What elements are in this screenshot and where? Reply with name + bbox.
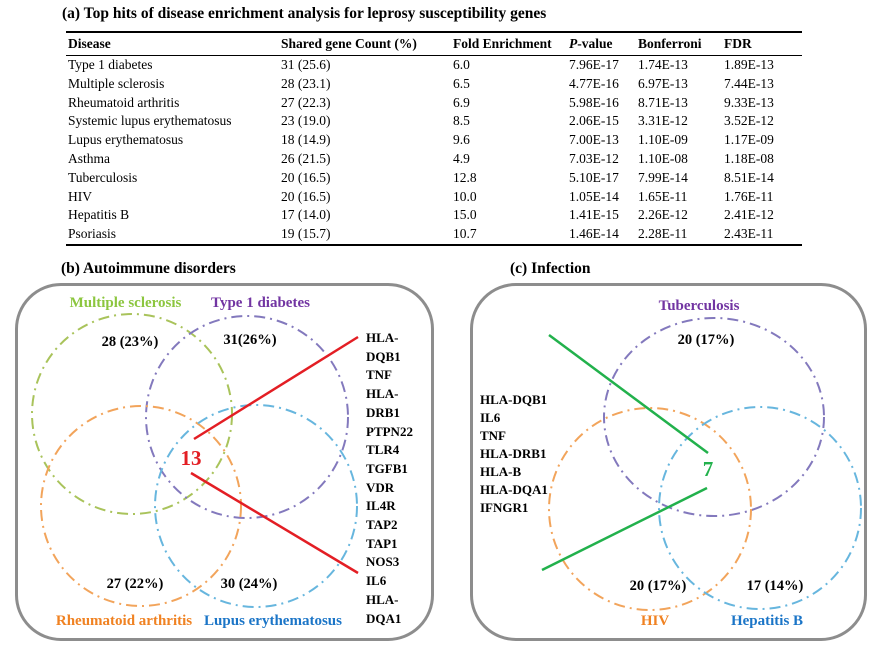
table-cell: 1.46E-14 [567, 225, 636, 245]
gene-item: HLA-DQB1 [366, 330, 401, 364]
set-label-hepatitis-b: Hepatitis B [730, 613, 804, 629]
set-label-multiple-sclerosis: Multiple sclerosis [69, 295, 182, 311]
col-header-fold-enrichment: Fold Enrichment [451, 32, 567, 56]
table-cell: 7.44E-13 [724, 75, 774, 91]
table-row [66, 150, 802, 169]
gene-item: IL6 [480, 410, 501, 425]
table-cell: 20 (16.5) [281, 169, 331, 185]
set-count-tuberculosis: 20 (17%) [677, 332, 735, 348]
set-count-lupus-erythematosus: 30 (24%) [220, 576, 278, 592]
table-cell: 1.05E-14 [569, 188, 619, 204]
table-cell: 4.9 [453, 150, 470, 166]
table-cell: 1.10E-09 [638, 132, 688, 148]
table-row [66, 169, 802, 188]
col-header-bonferroni: Bonferroni [636, 32, 722, 56]
panel-b-venn-box [15, 283, 434, 641]
table-cell: HIV [68, 188, 92, 204]
gene-item: TLR4 [366, 442, 400, 458]
table-cell: Systemic lupus erythematosus [68, 113, 232, 129]
table-cell: 10.7 [451, 225, 567, 245]
table-cell: Asthma [68, 150, 110, 166]
gene-item: IL4R [366, 498, 396, 514]
table-cell: 20 (16.5) [281, 188, 331, 204]
table-cell: Tuberculosis [68, 169, 138, 185]
shared-gene-list-infection [480, 391, 548, 517]
gene-item: TGFB1 [366, 460, 408, 476]
table-cell: 1.74E-13 [638, 57, 688, 72]
panel-c-title: (c) Infection [510, 260, 591, 277]
set-count-rheumatoid-arthritis: 27 (22%) [106, 576, 164, 592]
enrichment-table [66, 31, 802, 246]
table-row [66, 112, 802, 131]
table-cell: 6.97E-13 [638, 75, 688, 91]
gene-item: TAP2 [366, 517, 398, 533]
table-row [66, 188, 802, 207]
table-cell: 5.10E-17 [569, 169, 619, 185]
gene-item: HLA-DQA1 [480, 482, 548, 497]
callout-line-upper [194, 337, 358, 439]
table-row [66, 225, 802, 245]
callout-line-upper [549, 335, 708, 453]
gene-item: PTPN22 [366, 423, 413, 439]
table-cell: 9.6 [453, 132, 470, 148]
gene-item: HLA-DQA1 [366, 591, 402, 626]
gene-item: HLA-DQB1 [480, 392, 548, 407]
panel-b-title: (b) Autoimmune disorders [61, 260, 236, 277]
col-header-shared-gene-count: Shared gene Count (%) [279, 32, 451, 56]
table-cell: 7.03E-12 [569, 150, 619, 166]
table-cell: 1.10E-08 [638, 150, 688, 166]
table-cell: 8.5 [453, 113, 470, 129]
set-label-hiv: HIV [640, 613, 670, 629]
table-cell: 2.41E-12 [724, 207, 774, 223]
gene-item: HLA-DRB1 [480, 446, 547, 461]
set-label-type1-diabetes: Type 1 diabetes [211, 295, 310, 311]
table-cell: 28 (23.1) [281, 75, 331, 91]
table-cell: 2.43E-11 [722, 225, 802, 245]
table-cell: 9.33E-13 [724, 94, 774, 110]
table-cell: 8.51E-14 [724, 169, 774, 185]
shared-gene-list-autoimmune [366, 329, 431, 628]
panel-a-title: (a) Top hits of disease enrichment analysis for leprosy susceptibility genes [62, 5, 547, 22]
table-cell: 7.00E-13 [569, 132, 619, 148]
table-cell: 12.8 [453, 169, 477, 185]
table-cell: 1.18E-08 [724, 150, 774, 166]
set-label-tuberculosis: Tuberculosis [658, 298, 740, 314]
set-label-lupus-erythematosus: Lupus erythematosus [204, 613, 342, 629]
table-cell: 6.5 [453, 75, 470, 91]
table-cell: 1.17E-09 [724, 132, 774, 148]
table-cell: 2.26E-12 [638, 207, 688, 223]
table-cell: 1.89E-13 [724, 57, 774, 72]
table-row [66, 206, 802, 225]
gene-item: VDR [366, 479, 395, 495]
table-cell: Rheumatoid arthritis [68, 94, 180, 110]
gene-item: IFNGR1 [480, 500, 529, 515]
callout-line-lower [191, 473, 358, 573]
table-cell: 15.0 [453, 207, 477, 223]
table-cell: 3.31E-12 [638, 113, 688, 129]
table-cell: 1.65E-11 [638, 188, 688, 204]
intersection-count-infection: 7 [702, 457, 714, 481]
col-header-fdr: FDR [722, 32, 802, 56]
table-cell: 2.06E-15 [569, 113, 619, 129]
table-cell: 18 (14.9) [281, 132, 331, 148]
table-cell: Psoriasis [66, 225, 279, 245]
table-cell: 6.0 [453, 57, 470, 72]
table-cell: 2.28E-11 [636, 225, 722, 245]
table-row [66, 75, 802, 94]
intersection-count-autoimmune: 13 [180, 446, 202, 470]
panel-c-venn-box [470, 283, 867, 641]
set-count-type1-diabetes: 31(26%) [223, 332, 277, 348]
set-count-hiv: 20 (17%) [629, 578, 687, 594]
table-cell: 23 (19.0) [281, 113, 331, 129]
set-label-rheumatoid-arthritis: Rheumatoid arthritis [55, 613, 193, 629]
gene-item: NOS3 [366, 554, 400, 570]
gene-item: HLA-DRB1 [366, 386, 400, 420]
table-cell: 3.52E-12 [724, 113, 774, 129]
table-cell: 1.41E-15 [569, 207, 619, 223]
gene-item: HLA-B [480, 464, 522, 479]
table-cell: 1.76E-11 [724, 188, 774, 204]
table-cell: Multiple sclerosis [68, 75, 165, 91]
table-cell: 5.98E-16 [569, 94, 619, 110]
callout-line-lower [542, 488, 707, 570]
table-cell: 6.9 [453, 94, 470, 110]
gene-item: TNF [366, 367, 392, 383]
table-cell: 7.99E-14 [638, 169, 688, 185]
table-cell: 4.77E-16 [569, 75, 619, 91]
gene-item: TNF [480, 428, 506, 443]
gene-item: TAP1 [366, 535, 398, 551]
table-cell: 17 (14.0) [281, 207, 331, 223]
enrichment-table-header [66, 32, 802, 56]
table-cell: 26 (21.5) [281, 150, 331, 166]
table-cell: 31 (25.6) [281, 57, 331, 72]
col-header-disease: Disease [66, 32, 279, 56]
table-cell: Hepatitis B [68, 207, 130, 223]
table-row [66, 131, 802, 150]
table-cell: 27 (22.3) [281, 94, 331, 110]
table-cell: Lupus erythematosus [68, 132, 184, 148]
table-cell: 7.96E-17 [569, 57, 619, 72]
table-cell: 10.0 [453, 188, 477, 204]
table-cell: 8.71E-13 [638, 94, 688, 110]
table-row [66, 56, 802, 75]
table-row [66, 94, 802, 113]
col-header-p-value: P-value [567, 32, 636, 56]
set-count-multiple-sclerosis: 28 (23%) [101, 334, 159, 350]
gene-item: IL6 [366, 573, 387, 589]
table-cell: Type 1 diabetes [68, 57, 153, 72]
set-count-hepatitis-b: 17 (14%) [746, 578, 804, 594]
table-cell: 19 (15.7) [279, 225, 451, 245]
